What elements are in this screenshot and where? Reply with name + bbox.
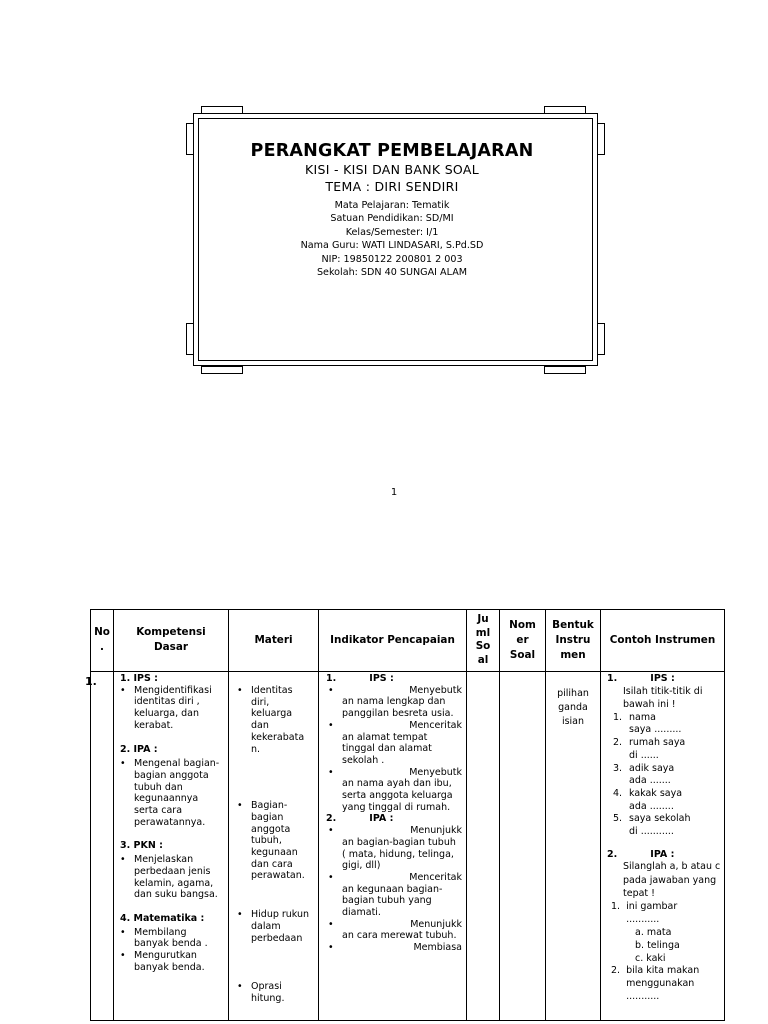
list-item: 4. kakak saya ada ........ <box>613 787 683 812</box>
contoh-ipa-question-1: 1. ini gambar ........... <box>611 900 678 925</box>
header-nomer-soal: Nom er Soal <box>509 618 536 661</box>
row-number: 1. <box>85 675 97 688</box>
meta-school-level: Satuan Pendidikan: SD/MI <box>330 213 454 225</box>
option-a: a. mata <box>635 927 672 939</box>
list-item: • Menceritak an alamat tempat tinggal dan alamat sekolah . <box>326 720 462 767</box>
materi-cell <box>235 685 317 1005</box>
list-item: 2. rumah saya di ...... <box>613 737 686 761</box>
meta-nip: NIP: 19850122 200801 2 003 <box>321 253 463 265</box>
list-item: • Menunjukk an cara merewat tubuh. <box>326 919 462 942</box>
cover-theme: TEMA : DIRI SENDIRI <box>325 179 459 194</box>
kd-ipa-list <box>118 758 224 828</box>
contoh-ipa-instruction: Silanglah a, b atau c pada jawaban yang tepat ! <box>623 861 721 900</box>
option-b: b. telinga <box>635 940 680 952</box>
list-item: • Membilang banyak benda . <box>118 927 224 950</box>
list-item: • Oprasi hitung. <box>235 981 301 1004</box>
header-contoh-instrumen: Contoh Instrumen <box>609 633 716 646</box>
kd-pkn-heading: 3. PKN : <box>120 840 163 852</box>
page-number: 1 <box>390 487 398 498</box>
ind-ipa-heading: 2. IPA : <box>326 813 394 825</box>
option-c: c. kaki <box>635 953 666 965</box>
header-no: No . <box>94 626 110 653</box>
ind-ipa-list <box>326 825 462 954</box>
list-item: • Menceritak an kegunaan bagian-bagian tubuh yang diamati. <box>326 872 462 919</box>
list-item: • Membiasa <box>326 942 462 954</box>
list-item: • Menyebutk an nama ayah dan ibu, serta anggota keluarga yang tinggal di rumah. <box>326 767 462 814</box>
cover-subtitle: KISI - KISI DAN BANK SOAL <box>305 162 479 177</box>
header-materi: Materi <box>254 633 293 646</box>
contoh-ips-heading: 1. IPS : <box>607 673 675 684</box>
kd-matematika-list <box>118 927 224 974</box>
list-item: • Bagian-bagian anggota tubuh, kegunaan dan cara perawatan. <box>235 800 301 882</box>
kd-pkn-list <box>118 854 224 901</box>
meta-teacher: Nama Guru: WATI LINDASARI, S.Pd.SD <box>300 240 484 252</box>
meta-subject: Mata Pelajaran: Tematik <box>334 200 450 211</box>
contoh-ipa-question-2: 2. bila kita makan menggunakan ........... <box>611 965 700 1002</box>
header-bentuk-instrumen: Bentuk Instru men <box>552 618 594 661</box>
ind-ips-list <box>326 685 462 814</box>
ind-ips-heading: 1. IPS : <box>326 673 394 684</box>
list-item: • Identitas diri, keluarga dan kekerabata n. <box>235 685 301 755</box>
list-item: • Menjelaskan perbedaan jenis kelamin, agama, dan suku bangsa. <box>118 854 224 901</box>
materi-list <box>235 685 317 1005</box>
kd-ips-list <box>118 685 224 732</box>
kisi-kisi-table <box>85 609 725 1021</box>
list-item: • Mengurutkan banyak benda. <box>118 950 224 973</box>
kd-ips-heading: 1. IPS : <box>120 673 158 684</box>
list-item: • Hidup rukun dalam perbedaan <box>235 909 311 944</box>
header-jumlah-soal: Ju ml So al <box>475 613 491 666</box>
cover-title: PERANGKAT PEMBELAJARAN <box>250 141 534 161</box>
header-kompetensi-dasar: Kompetensi Dasar <box>136 626 206 653</box>
list-item: 3. adik saya ada ....... <box>613 762 675 787</box>
header-indikator: Indikator Pencapaian <box>330 633 455 646</box>
cover-meta <box>196 199 588 279</box>
list-item: 5. saya sekolah di ........... <box>613 813 691 838</box>
kd-ipa-heading: 2. IPA : <box>120 743 158 755</box>
meta-class-semester: Kelas/Semester: I/1 <box>345 226 439 238</box>
kd-cell <box>120 673 224 973</box>
contoh-ipa-options <box>607 926 723 965</box>
list-item: 1. nama saya ......... <box>613 711 682 736</box>
bentuk-instrumen-value: pilihan ganda isian <box>557 688 589 727</box>
contoh-ipa-heading: 2. IPA : <box>607 848 675 860</box>
list-item: • Menyebutk an nama lengkap dan panggilan besreta usia. <box>326 685 462 720</box>
contoh-ips-instruction: Isilah titik-titik di bawah ini ! <box>623 685 703 711</box>
contoh-ips-list <box>607 712 723 839</box>
meta-school: Sekolah: SDN 40 SUNGAI ALAM <box>316 267 468 279</box>
kd-matematika-heading: 4. Matematika : <box>120 912 205 924</box>
list-item: • Menunjukk an bagian-bagian tubuh ( mata, hidung, telinga, gigi, dll) <box>326 825 462 872</box>
indikator-cell <box>326 673 462 954</box>
list-item: • Mengidentifikasi identitas diri , keluarga, dan kerabat. <box>118 685 224 732</box>
contoh-cell <box>607 673 723 1003</box>
cover-content <box>196 140 588 279</box>
list-item: • Mengenal bagian-bagian anggota tubuh dan kegunaannya serta cara perawatannya. <box>118 758 224 828</box>
